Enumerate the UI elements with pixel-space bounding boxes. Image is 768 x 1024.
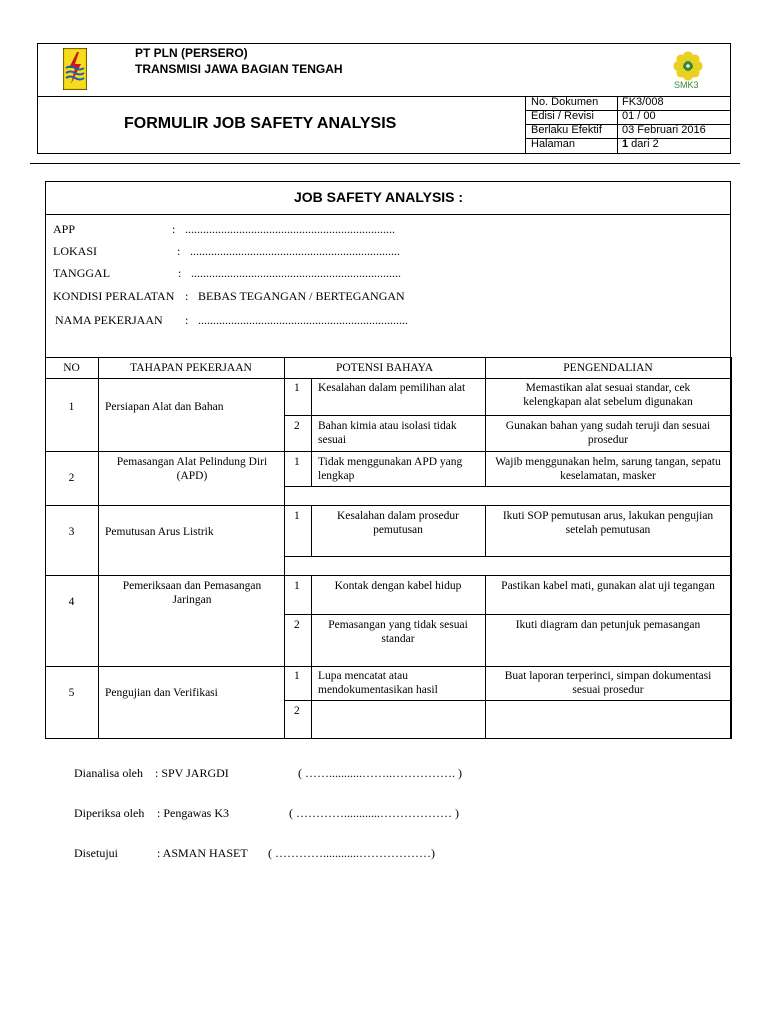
row-3-item-1-no: 1 — [294, 510, 300, 522]
sign-checked-label: Diperiksa oleh — [74, 806, 145, 820]
row-1-no: 1 — [68, 401, 75, 413]
col-header-tahapan: TAHAPAN PEKERJAAN — [130, 362, 252, 374]
page-value — [622, 138, 659, 150]
page-current: 1 — [622, 138, 629, 150]
page-total: dari 2 — [628, 138, 659, 150]
row-2-no: 2 — [68, 472, 75, 484]
row-5-item-2-no: 2 — [294, 705, 300, 717]
sign-checked-value: : Pengawas K3 — [157, 806, 229, 820]
row-4-item-2-no: 2 — [294, 619, 300, 631]
pln-logo — [63, 48, 87, 90]
row-4-item-1-pengendalian: Pastikan kabel mati, gunakan alat uji tegangan — [501, 580, 715, 592]
row-4-item-2-pengendalian: Ikuti diagram dan petunjuk pemasangan — [515, 619, 701, 631]
edition-label: Edisi / Revisi — [531, 110, 594, 122]
col-header-bahaya: POTENSI BAHAYA — [335, 362, 434, 374]
field-app-value[interactable]: ...................................................................... — [185, 222, 395, 236]
row-1-item-1-pengendalian: Memastikan alat sesuai standar, cek kelengkapan alat sebelum digunakan — [523, 382, 693, 408]
sign-checked-line[interactable]: ( …………............……………… ) — [289, 806, 459, 820]
row-1-item-2-no: 2 — [294, 420, 300, 432]
row-4-item-2-bahaya: Pemasangan yang tidak sesuai standar — [328, 619, 468, 645]
sign-approved-line[interactable]: ( …………............………………) — [268, 846, 435, 860]
doc-number-value: FK3/008 — [622, 96, 664, 108]
sign-analyzed-label: Dianalisa oleh — [74, 766, 143, 780]
effective-value: 03 Februari 2016 — [622, 124, 706, 136]
row-4-item-1-no: 1 — [294, 580, 300, 592]
field-pekerjaan-value[interactable]: ...................................................................... — [198, 313, 408, 327]
field-kondisi-label: KONDISI PERALATAN — [53, 289, 175, 303]
sign-approved-value: : ASMAN HASET — [157, 846, 248, 860]
row-4-item-1-bahaya: Kontak dengan kabel hidup — [334, 580, 462, 592]
row-4-no: 4 — [68, 596, 75, 608]
sign-approved-label: Disetujui — [74, 846, 118, 860]
field-kondisi-colon: : — [185, 289, 189, 303]
field-kondisi-value[interactable]: BEBAS TEGANGAN / BERTEGANGAN — [198, 289, 405, 303]
row-2-item-1-bahaya: Tidak menggunakan APD yang lengkap — [318, 456, 463, 482]
smk3-logo — [668, 50, 708, 92]
row-1-item-1-no: 1 — [294, 382, 300, 394]
row-4-tahapan: Pemeriksaan dan Pemasangan Jaringan — [122, 580, 262, 606]
edition-value: 01 / 00 — [622, 110, 656, 122]
jsa-title: JOB SAFETY ANALYSIS : — [294, 189, 464, 205]
row-5-no: 5 — [68, 687, 75, 699]
row-1-tahapan: Persiapan Alat dan Bahan — [105, 401, 224, 413]
row-1-item-2-bahaya: Bahan kimia atau isolasi tidak sesuai — [318, 420, 457, 446]
field-tanggal-label: TANGGAL — [53, 266, 111, 280]
header-underline — [30, 163, 740, 164]
field-app-colon: : — [172, 222, 176, 236]
field-pekerjaan-label: NAMA PEKERJAAN — [55, 313, 163, 327]
unit-name: TRANSMISI JAWA BAGIAN TENGAH — [135, 62, 343, 76]
row-2-item-1-no: 1 — [294, 456, 300, 468]
sign-analyzed-line[interactable]: ( ……...........……..……………. ) — [298, 766, 462, 780]
field-pekerjaan-colon: : — [185, 313, 189, 327]
field-tanggal-value[interactable]: ...................................................................... — [191, 266, 401, 280]
company-name: PT PLN (PERSERO) — [135, 46, 248, 60]
row-3-item-1-bahaya: Kesalahan dalam prosedur pemutusan — [337, 510, 459, 536]
col-header-no: NO — [63, 362, 80, 374]
field-app-label: APP — [53, 222, 76, 236]
row-1-item-2-pengendalian: Gunakan bahan yang sudah teruji dan sesuai prosedur — [505, 420, 711, 446]
row-3-item-1-pengendalian: Ikuti SOP pemutusan arus, lakukan pengujian setelah pemutusan — [502, 510, 714, 536]
col-header-pengendalian: PENGENDALIAN — [563, 362, 653, 374]
row-1-item-1-bahaya: Kesalahan dalam pemilihan alat — [318, 382, 466, 394]
field-lokasi-colon: : — [177, 244, 181, 258]
effective-label: Berlaku Efektif — [531, 124, 602, 136]
field-lokasi-value[interactable]: ...................................................................... — [190, 244, 400, 258]
row-5-item-1-pengendalian: Buat laporan terperinci, simpan dokumentasi sesuai prosedur — [504, 670, 712, 696]
row-5-item-1-bahaya: Lupa mencatat atau mendokumentasikan hasil — [318, 670, 438, 696]
doc-number-label: No. Dokumen — [531, 96, 599, 108]
sign-analyzed-value: : SPV JARGDI — [155, 766, 229, 780]
row-2-item-1-pengendalian: Wajib menggunakan helm, sarung tangan, sepatu keselamatan, masker — [495, 456, 721, 482]
row-5-tahapan: Pengujian dan Verifikasi — [105, 687, 218, 699]
row-5-item-1-no: 1 — [294, 670, 300, 682]
field-lokasi-label: LOKASI — [53, 244, 97, 258]
page-label: Halaman — [531, 138, 576, 150]
row-3-tahapan: Pemutusan Arus Listrik — [105, 526, 214, 538]
form-title: FORMULIR JOB SAFETY ANALYSIS — [124, 115, 397, 132]
smk3-label: SMK3 — [674, 80, 699, 90]
row-3-no: 3 — [68, 526, 75, 538]
row-2-tahapan: Pemasangan Alat Pelindung Diri (APD) — [116, 456, 268, 482]
field-tanggal-colon: : — [178, 266, 182, 280]
